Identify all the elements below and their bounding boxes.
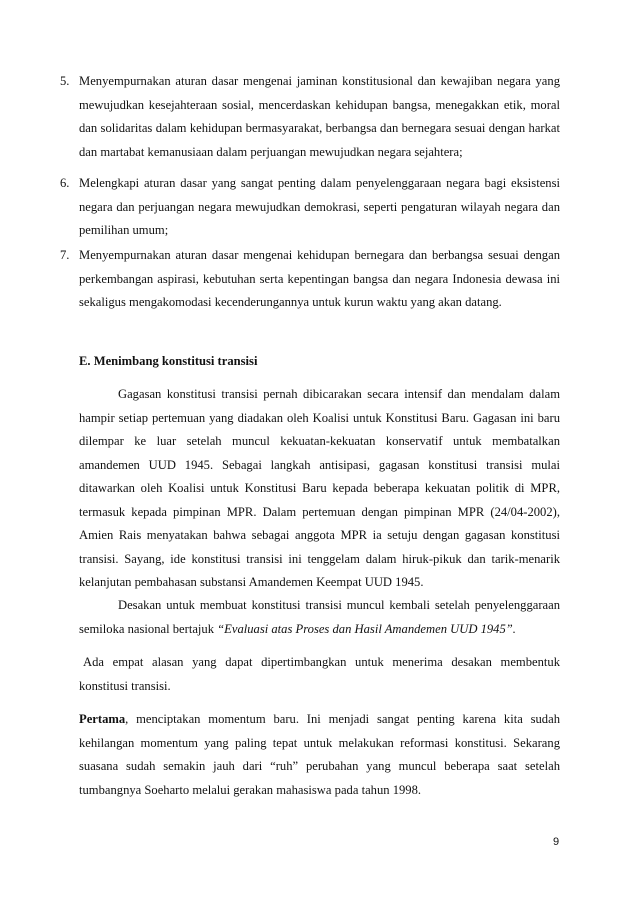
list-number: 5. bbox=[60, 74, 70, 88]
list-number: 6. bbox=[60, 176, 70, 190]
section-heading: E. Menimbang konstitusi transisi bbox=[79, 354, 258, 368]
paragraph-gagasan: Gagasan konstitusi transisi pernah dibicarakan secara intensif dan mendalam dalam hampir setiap pertemuan yang diadakan oleh Koalisi untuk Konstitusi Baru. Gagasan ini baru dilempar ke luar setelah muncul kekuatan-kekuatan konservatif untuk membatalkan amandemen UUD 1945. Sebagai langkah antisipasi, gagasan konstitusi transisi mulai ditawarkan oleh Koalisi untuk Konstitusi Baru kepada beberapa kekuatan politik di MPR, termasuk kepada pimpinan MPR. Dalam pertemuan dengan pimpinan MPR (24/04-2002), Amien Rais menyatakan bahwa sebagai anggota MPR ia setuju dengan gagasan konstitusi transisi. Sayang, ide konstitusi transisi ini tenggelam dalam hiruk-pikuk dan tarik-menarik kelanjutan pembahasan substansi Amandemen Keempat UUD 1945. bbox=[79, 387, 560, 589]
list-text: Menyempurnakan aturan dasar mengenai kehidupan bernegara dan berbangsa sesuai dengan perkembangan aspirasi, kebutuhan serta kepentingan bangsa dan negara Indonesia dewasa ini sekaligus mengakomodasi kecenderungannya untuk kurun waktu yang akan datang. bbox=[79, 248, 560, 309]
list-number: 7. bbox=[60, 248, 70, 262]
paragraph-alasan: Ada empat alasan yang dapat dipertimbangkan untuk menerima desakan membentuk konstitusi transisi. bbox=[79, 655, 560, 693]
list-item-5 bbox=[60, 70, 560, 164]
paragraph-text: , menciptakan momentum baru. Ini menjadi sangat penting karena kita sudah kehilangan momentum yang paling tepat untuk melakukan reformasi konstitusi. Sekarang suasana sudah semakin jauh dari “ruh” perubahan yang muncul beberapa saat setelah tumbangnya Soeharto melalui gerakan mahasiswa pada tahun 1998. bbox=[79, 712, 560, 797]
bold-term: Pertama bbox=[79, 712, 126, 726]
event-title: “Evaluasi atas Proses dan Hasil Amandemen UUD 1945”. bbox=[217, 621, 516, 636]
list-item-6 bbox=[60, 172, 560, 243]
paragraph-desakan bbox=[79, 594, 560, 641]
paragraph-text: Desakan untuk membuat konstitusi transisi muncul kembali setelah penyelenggaraan semiloka nasional bertajuk bbox=[79, 598, 560, 636]
list-text: Menyempurnakan aturan dasar mengenai jaminan konstitusional dan kewajiban negara yang mewujudkan kesejahteraan sosial, mencerdaskan kehidupan bangsa, menegakkan etik, moral dan solidaritas dalam kehidupan bermasyarakat, berbangsa dan bernegara sesuai dengan harkat dan martabat kemanusiaan dalam perjuangan mewujudkan negara sejahtera; bbox=[79, 74, 560, 159]
list-text: Melengkapi aturan dasar yang sangat penting dalam penyelenggaraan negara bagi eksistensi negara dan perjuangan negara mewujudkan demokrasi, seperti pengaturan wilayah negara dan pemilihan umum; bbox=[79, 176, 560, 237]
list-item-7 bbox=[60, 244, 560, 315]
page-number: 9 bbox=[553, 836, 560, 848]
paragraph-pertama bbox=[79, 708, 560, 802]
